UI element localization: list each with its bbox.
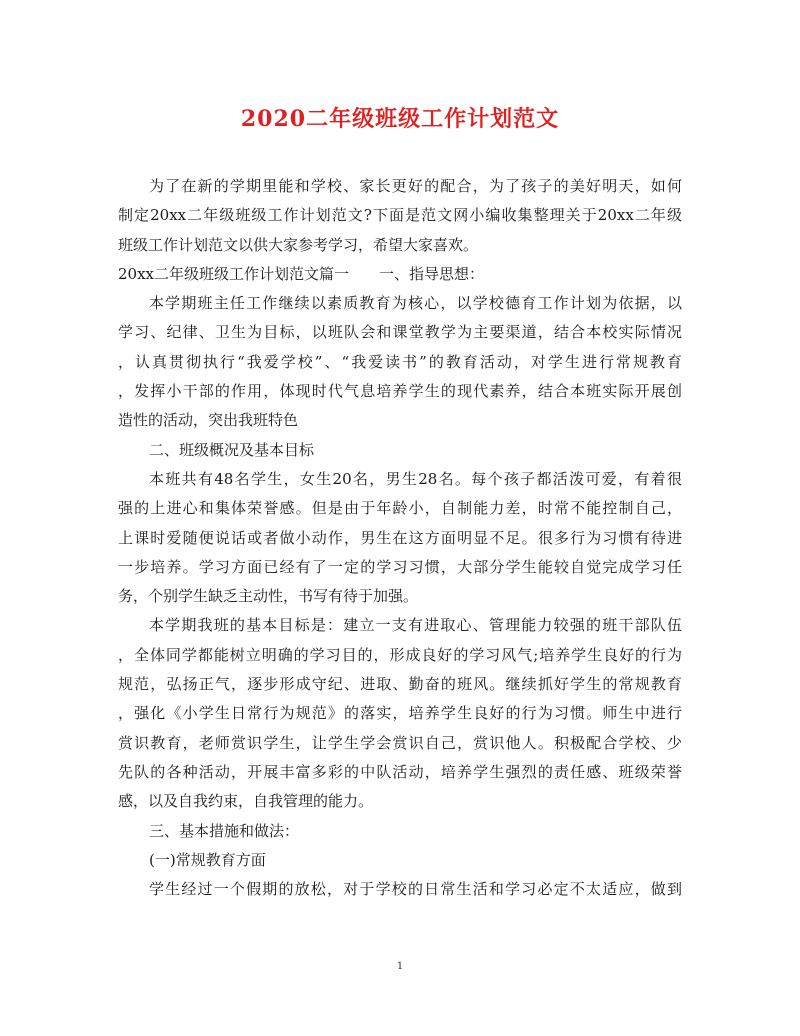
text-line: 强的上进心和集体荣誉感。但是由于年龄小，自制能力差，时常不能控制自己， — [118, 499, 682, 518]
text-line: 为了在新的学期里能和学校、家长更好的配合，为了孩子的美好明天，如何 — [149, 177, 682, 195]
text-line: 一步培养。学习方面已经有了一定的学习习惯，大部分学生能较自觉完成学习任 — [118, 557, 682, 576]
text-line: ，认真贯彻执行“我爱学校”、“我爱读书”的教育活动，对学生进行常规教育 — [118, 352, 682, 371]
text-line: 务，个别学生缺乏主动性，书写有待于加强。 — [118, 587, 419, 606]
page-number: 1 — [396, 961, 404, 972]
text-line: 本学期我班的基本目标是：建立一支有进取心、管理能力较强的班干部队伍 — [149, 616, 682, 635]
text-line: 制定20xx二年级班级工作计划范文?下面是范文网小编收集整理关于20xx二年级 — [118, 206, 682, 225]
document-body — [118, 172, 682, 904]
text-line: 本学期班主任工作继续以素质教育为核心，以学校德育工作计划为依据，以 — [149, 294, 682, 313]
text-line: ，强化《小学生日常行为规范》的落实，培养学生良好的行为习惯。师生中进行 — [118, 704, 682, 723]
text-line: ，发挥小干部的作用，体现时代气息培养学生的现代素养，结合本班实际开展创 — [118, 382, 682, 401]
text-line: (一)常规教育方面 — [149, 850, 266, 869]
text-line: 学生经过一个假期的放松，对于学校的日常生活和学习必定不太适应，做到 — [149, 880, 682, 899]
text-line: 感，以及自我约束，自我管理的能力。 — [118, 792, 374, 811]
text-line: 先队的各种活动，开展丰富多彩的中队活动，培养学生强烈的责任感、班级荣誉 — [118, 762, 682, 781]
text-line: 三、基本措施和做法： — [149, 821, 300, 840]
text-line: 学习、纪律、卫生为目标，以班队会和课堂教学为主要渠道，结合本校实际情况 — [118, 323, 682, 342]
text-line: 赏识教育，老师赏识学生，让学生学会赏识自己，赏识他人。积极配合学校、少 — [118, 733, 682, 752]
text-line: 20xx二年级班级工作计划范文篇一 一、指导思想： — [118, 264, 485, 283]
text-line: 本班共有48名学生，女生20名，男生28名。每个孩子都活泼可爱，有着很 — [149, 469, 682, 488]
text-line: 上课时爱随便说话或者做小动作，男生在这方面明显不足。很多行为习惯有待进 — [118, 528, 682, 547]
text-line: 二、班级概况及基本目标 — [149, 440, 315, 459]
text-line: 班级工作计划范文以供大家参考学习，希望大家喜欢。 — [118, 235, 479, 254]
text-line: ，全体同学都能树立明确的学习目的，形成良好的学习风气;培养学生良好的行为 — [118, 645, 682, 664]
document-title: 2020二年级班级工作计划范文 — [240, 106, 560, 132]
text-line: 规范，弘扬正气，逐步形成守纪、进取、勤奋的班风。继续抓好学生的常规教育 — [118, 675, 682, 694]
text-line: 造性的活动，突出我班特色 — [118, 411, 299, 430]
